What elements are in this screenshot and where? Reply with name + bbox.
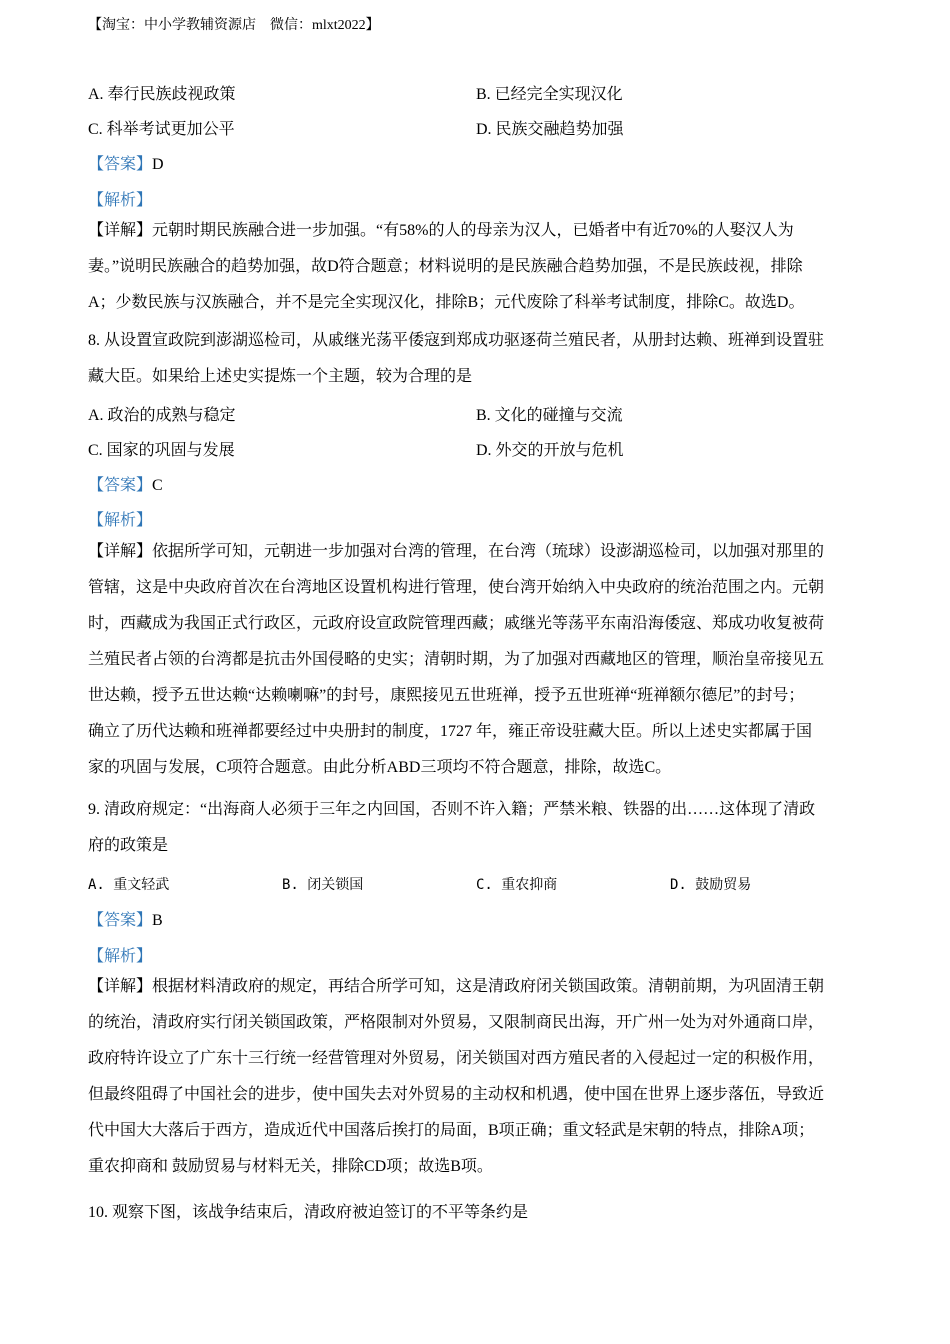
detail-line: A；少数民族与汉族融合，并不是完全实现汉化，排除B；元代废除了科举考试制度，排除C。故选D。 — [88, 294, 805, 311]
q9-answer — [88, 907, 163, 930]
q9-option-b: B. 闭关锁国 — [282, 877, 364, 893]
q9-option-d: D. 鼓励贸易 — [670, 877, 752, 893]
detail-line: 元朝时期民族融合进一步加强。“有58%的人的母亲为汉人，已婚者中有近70%的人娶汉人为 — [152, 222, 794, 239]
answer-tag: 【答案】 — [88, 477, 153, 494]
q9-option-c: C. 重农抑商 — [476, 877, 558, 893]
q7-answer — [88, 151, 164, 174]
q8-option-a: A. 政治的成熟与稳定 — [88, 407, 236, 424]
detail-line: 时，西藏成为我国正式行政区，元政府设宣政院管理西藏；戚继光等荡平东南沿海倭寇、郑成功收复被荷 — [88, 615, 825, 632]
q9-analysis-tag: 【解析】 — [88, 948, 153, 965]
detail-tag: 【详解】 — [88, 543, 153, 560]
q8-option-c: C. 国家的巩固与发展 — [88, 442, 235, 459]
detail-tag: 【详解】 — [88, 978, 153, 995]
q8-option-d: D. 外交的开放与危机 — [476, 442, 624, 459]
q7-analysis-tag: 【解析】 — [88, 192, 153, 209]
stem-line: 9. 清政府规定：“出海商人必须于三年之内回国，否则不许入籍；严禁米粮、铁器的出……这体现了清政 — [88, 801, 816, 818]
detail-tag: 【详解】 — [88, 222, 153, 239]
q8-stem — [88, 323, 878, 395]
q7-option-c: C. 科举考试更加公平 — [88, 121, 235, 138]
stem-line: 府的政策是 — [88, 837, 169, 854]
detail-line: 世达赖，授予五世达赖“达赖喇嘛”的封号，康熙接见五世班禅，授予五世班禅“班禅额尔德尼”的封号； — [88, 687, 805, 704]
q9-stem — [88, 792, 878, 864]
q8-analysis-tag: 【解析】 — [88, 512, 153, 529]
detail-line: 兰殖民者占领的台湾都是抗击外国侵略的史实；清朝时期，为了加强对西藏地区的管理，顺治皇帝接见五 — [88, 651, 825, 668]
q7-option-a: A. 奉行民族歧视政策 — [88, 86, 236, 103]
detail-line: 依据所学可知，元朝进一步加强对台湾的管理，在台湾（琉球）设澎湖巡检司，以加强对那里的 — [152, 543, 825, 560]
q7-option-d: D. 民族交融趋势加强 — [476, 121, 624, 138]
answer-tag: 【答案】 — [88, 156, 153, 173]
detail-line: 代中国大大落后于西方，造成近代中国落后挨打的局面，B项正确；重文轻武是宋朝的特点，排除A项； — [88, 1122, 815, 1139]
stem-line: 藏大臣。如果给上述史实提炼一个主题，较为合理的是 — [88, 368, 473, 385]
q9-option-a: A. 重文轻武 — [88, 877, 170, 893]
detail-line: 的统治，清政府实行闭关锁国政策，严格限制对外贸易，又限制商民出海，开广州一处为对外通商口岸， — [88, 1014, 825, 1031]
stem-line: 8. 从设置宣政院到澎湖巡检司，从戚继光荡平倭寇到郑成功驱逐荷兰殖民者，从册封达赖、班禅到设置驻 — [88, 332, 825, 349]
q8-detail — [88, 534, 878, 786]
q10-stem: 10. 观察下图，该战争结束后，清政府被迫签订的不平等条约是 — [88, 1204, 529, 1221]
answer-value: D — [152, 156, 164, 173]
detail-line: 确立了历代达赖和班禅都要经过中央册封的制度，1727 年，雍正帝设驻藏大臣。所以上述史实都属于国 — [88, 723, 813, 740]
detail-line: 妻。”说明民族融合的趋势加强，故D符合题意；材料说明的是民族融合趋势加强，不是民族歧视，排除 — [88, 258, 803, 275]
q8-option-b: B. 文化的碰撞与交流 — [476, 407, 623, 424]
answer-value: B — [152, 912, 163, 929]
page-header: 【淘宝：中小学教辅资源店 微信：mlxt2022】 — [88, 18, 380, 33]
q9-detail — [88, 969, 878, 1185]
q8-answer — [88, 472, 163, 495]
detail-line: 但最终阻碍了中国社会的进步，使中国失去对外贸易的主动权和机遇，使中国在世界上逐步落伍，导致近 — [88, 1086, 825, 1103]
detail-line: 政府特许设立了广东十三行统一经营管理对外贸易，闭关锁国对西方殖民者的入侵起过一定的积极作用， — [88, 1050, 825, 1067]
detail-line: 家的巩固与发展，C项符合题意。由此分析ABD三项均不符合题意，排除，故选C。 — [88, 759, 672, 776]
detail-line: 管辖，这是中央政府首次在台湾地区设置机构进行管理，使台湾开始纳入中央政府的统治范围之内。元朝 — [88, 579, 825, 596]
detail-line: 根据材料清政府的规定，再结合所学可知，这是清政府闭关锁国政策。清朝前期，为巩固清王朝 — [152, 978, 825, 995]
answer-value: C — [152, 477, 163, 494]
answer-tag: 【答案】 — [88, 912, 153, 929]
q7-option-b: B. 已经完全实现汉化 — [476, 86, 623, 103]
q7-detail — [88, 213, 878, 321]
detail-line: 重农抑商和 鼓励贸易与材料无关，排除CD项；故选B项。 — [88, 1158, 493, 1175]
